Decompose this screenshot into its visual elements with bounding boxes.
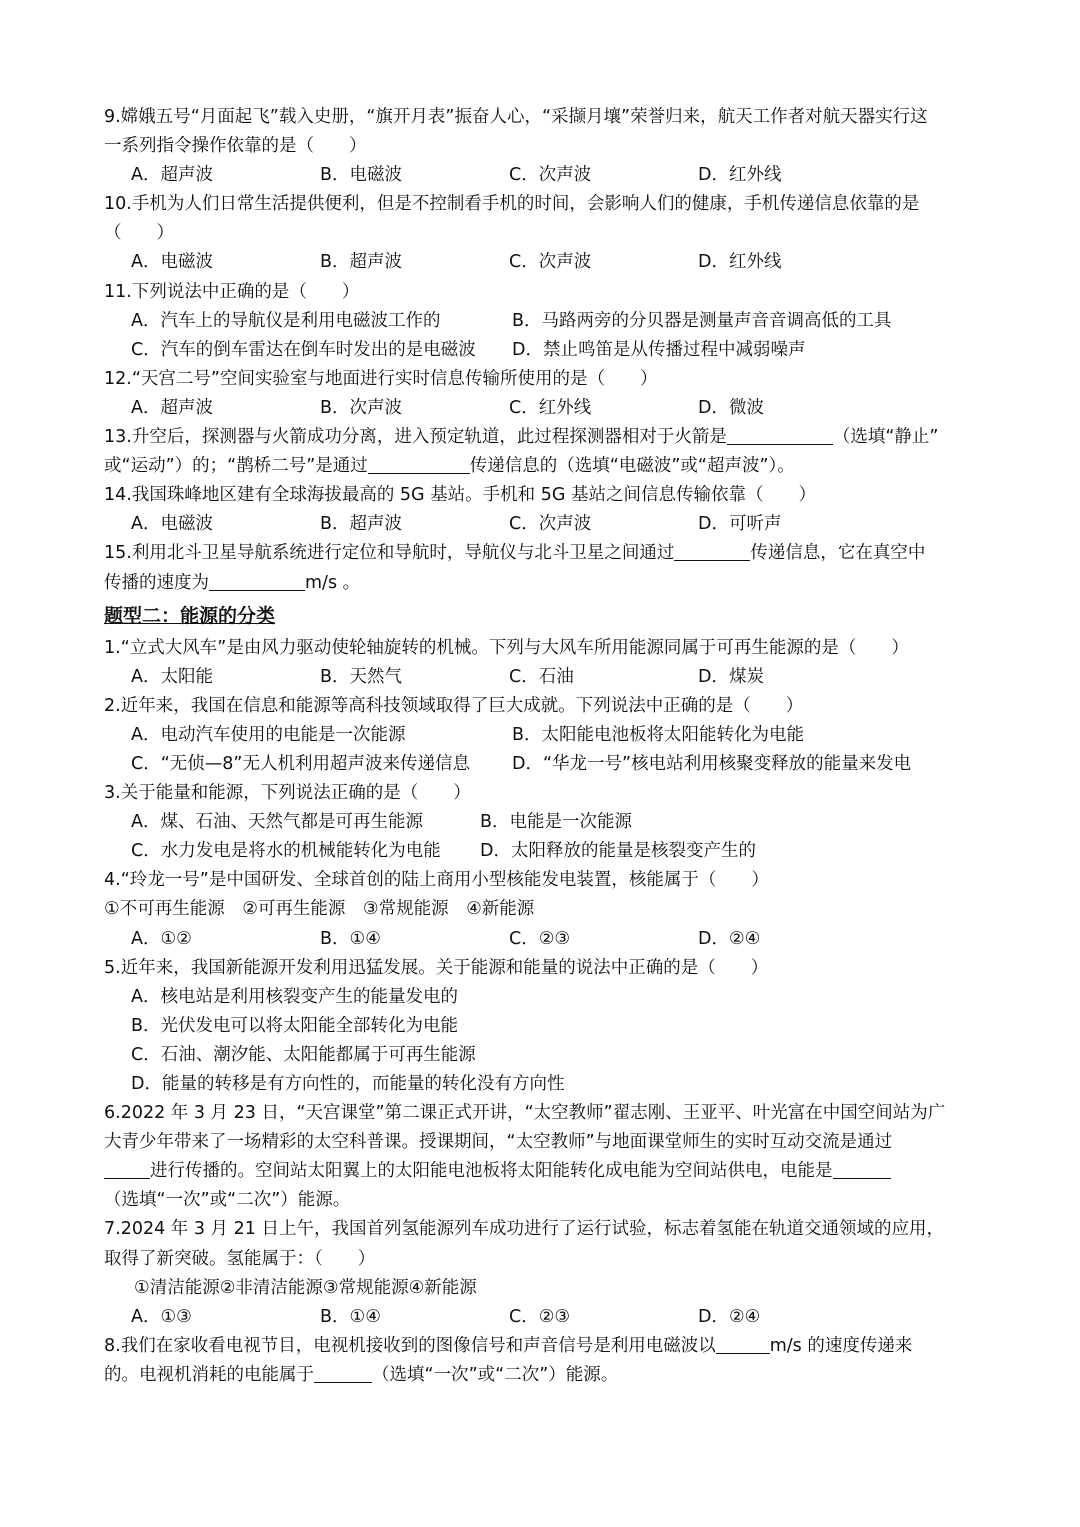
s2-q7-option-d: D．②④ <box>698 1306 761 1327</box>
q12-option-a: A．超声波 <box>131 397 213 418</box>
worksheet-content <box>104 103 984 1390</box>
s2-q4-items: ①不可再生能源 ②可再生能源 ③常规能源 ④新能源 <box>104 899 535 920</box>
s2-q1-option-a: A．太阳能 <box>131 666 213 687</box>
s2-q3-stem: 3.关于能量和能源，下列说法正确的是（ ） <box>104 783 471 804</box>
q10-option-d: D．红外线 <box>698 252 782 273</box>
s2-q7-options <box>104 1303 984 1332</box>
s2-q8-text-4: （选填“一次”或“二次”）能源。 <box>372 1364 619 1385</box>
q14-option-c: C．次声波 <box>509 514 592 535</box>
q11-option-b: B．马路两旁的分贝器是测量声音音调高低的工具 <box>512 310 892 331</box>
q15-text-4: m/s 。 <box>305 572 361 593</box>
s2-q5-option-c: C．石油、潮汐能、太阳能都属于可再生能源 <box>131 1044 476 1065</box>
s2-q6-blank-1[interactable] <box>104 1160 150 1179</box>
s2-q2-stem: 2.近年来，我国在信息和能源等高科技领域取得了巨大成就。下列说法中正确的是（ ） <box>104 695 804 716</box>
s2-q7-option-c: C．②③ <box>509 1306 571 1327</box>
q9-stem-line1: 9.嫦娥五号“月面起飞”载入史册，“旗开月表”振奋人心，“采撷月壤”荣誉归来，航天工作者对航天器实行这 <box>104 107 928 127</box>
s2-q3-option-c: C．水力发电是将水的机械能转化为电能 <box>131 841 441 862</box>
q13-stem-line2 <box>104 452 984 481</box>
s2-q4-options <box>104 925 984 954</box>
q15-blank-1[interactable] <box>674 542 750 561</box>
q14-option-b: B．超声波 <box>320 514 403 535</box>
q11-option-c: C．汽车的倒车雷达在倒车时发出的是电磁波 <box>131 339 476 360</box>
q12-option-d: D．微波 <box>698 397 764 418</box>
q9-options <box>104 161 984 190</box>
q13-blank-2[interactable] <box>368 455 470 474</box>
q15-text-1: 15.利用北斗卫星导航系统进行定位和导航时，导航仪与北斗卫星之间通过 <box>104 543 675 564</box>
s2-q6-line4: （选填“一次”或“二次”）能源。 <box>104 1190 351 1211</box>
q13-text-2: （选填“静止” <box>832 427 939 448</box>
s2-q5-option-b: B．光伏发电可以将太阳能全部转化为电能 <box>131 1015 459 1036</box>
s2-q8-blank-2[interactable] <box>314 1364 372 1383</box>
s2-q1-stem: 1.“立式大风车”是由风力驱动使轮轴旋转的机械。下列与大风车所用能源同属于可再生能源的是（ ） <box>104 637 909 658</box>
q13-blank-1[interactable] <box>727 426 833 445</box>
q14-options <box>104 510 984 539</box>
q14-stem: 14.我国珠峰地区建有全球海拔最高的 5G 基站。手机和 5G 基站之间信息传输依靠（ ） <box>104 485 816 506</box>
s2-q3-option-d: D．太阳释放的能量是核裂变产生的 <box>480 841 756 862</box>
s2-q8-text-3: 的。电视机消耗的电能属于 <box>104 1364 314 1385</box>
q13-text-1: 13.升空后，探测器与火箭成功分离，进入预定轨道，此过程探测器相对于火箭是 <box>104 427 727 448</box>
q15-stem-line2 <box>104 569 984 598</box>
q9-option-b: B．电磁波 <box>320 165 403 186</box>
s2-q8-line2 <box>104 1361 984 1390</box>
q9-option-a: A．超声波 <box>131 165 213 186</box>
s2-q2-option-b: B．太阳能电池板将太阳能转化为电能 <box>512 724 805 745</box>
q10-stem-line1: 10.手机为人们日常生活提供便利，但是不控制看手机的时间，会影响人们的健康，手机传递信息依靠的是 <box>104 194 920 215</box>
s2-q1-option-c: C．石油 <box>509 666 574 687</box>
s2-q1-option-d: D．煤炭 <box>698 666 764 687</box>
s2-q5-option-a: A．核电站是利用核裂变产生的能量发电的 <box>131 986 458 1007</box>
q15-blank-2[interactable] <box>209 572 305 591</box>
q12-stem: 12.“天宫二号”空间实验室与地面进行实时信息传输所使用的是（ ） <box>104 368 658 389</box>
s2-q2-option-c: C．“无侦—8”无人机利用超声波来传递信息 <box>131 753 470 774</box>
s2-q8-text-1: 8.我们在家收看电视节目，电视机接收到的图像信号和声音信号是利用电磁波以 <box>104 1335 716 1356</box>
s2-q8-line1 <box>104 1332 984 1361</box>
q9-option-d: D．红外线 <box>698 165 782 186</box>
s2-q3-options-row2 <box>104 837 984 866</box>
s2-q7-items: ①清洁能源②非清洁能源③常规能源④新能源 <box>134 1277 477 1298</box>
s2-q7-line1: 7.2024 年 3 月 21 日上午，我国首列氢能源列车成功进行了运行试验，标志着氢能在轨道交通领域的应用， <box>104 1219 944 1240</box>
s2-q2-options-row2 <box>104 750 984 779</box>
s2-q2-option-a: A．电动汽车使用的电能是一次能源 <box>131 724 406 745</box>
s2-q4-stem: 4.“玲龙一号”是中国研发、全球首创的陆上商用小型核能发电装置，核能属于（ ） <box>104 870 769 891</box>
q12-option-c: C．红外线 <box>509 397 592 418</box>
s2-q4-option-c: C．②③ <box>509 928 571 949</box>
q12-options <box>104 394 984 423</box>
q10-option-a: A．电磁波 <box>131 252 213 273</box>
section-heading: 题型二：能源的分类 <box>104 604 276 627</box>
q10-option-c: C．次声波 <box>509 252 592 273</box>
q10-options <box>104 248 984 277</box>
s2-q6-blank-2[interactable] <box>833 1160 891 1179</box>
s2-q3-options-row1 <box>104 808 984 837</box>
s2-q5-stem: 5.近年来，我国新能源开发利用迅猛发展。关于能源和能量的说法中正确的是（ ） <box>104 957 769 978</box>
s2-q4-option-b: B．①④ <box>320 928 381 949</box>
s2-q6-line1: 6.2022 年 3 月 23 日，“天宫课堂”第二课正式开讲，“太空教师”翟志刚、王亚平、叶光富在中国空间站为广 <box>104 1103 946 1124</box>
s2-q3-option-a: A．煤、石油、天然气都是可再生能源 <box>131 812 423 833</box>
q15-text-2: 传递信息，它在真空中 <box>750 543 926 564</box>
q11-option-d: D．禁止鸣笛是从传播过程中减弱噪声 <box>512 339 806 360</box>
s2-q3-option-b: B．电能是一次能源 <box>480 812 633 833</box>
s2-q7-option-b: B．①④ <box>320 1306 381 1327</box>
q11-options-row2 <box>104 336 984 365</box>
q13-text-4: 传递信息的（选填“电磁波”或“超声波”）。 <box>469 456 795 477</box>
q10-stem-line2: （ ） <box>104 223 174 244</box>
s2-q6-line3 <box>104 1157 984 1186</box>
q14-option-d: D．可听声 <box>698 514 782 535</box>
s2-q4-option-d: D．②④ <box>698 928 761 949</box>
s2-q1-options <box>104 663 984 692</box>
q11-options-row1 <box>104 307 984 336</box>
q15-stem-line1 <box>104 539 984 568</box>
q11-stem: 11.下列说法中正确的是（ ） <box>104 281 360 302</box>
q13-stem-line1 <box>104 423 984 452</box>
s2-q2-options-row1 <box>104 721 984 750</box>
s2-q8-blank-1[interactable] <box>716 1335 770 1354</box>
q13-text-3: 或“运动”）的；“鹊桥二号”是通过 <box>104 456 368 477</box>
s2-q5-option-d: D．能量的转移是有方向性的，而能量的转化没有方向性 <box>131 1074 565 1094</box>
s2-q6-line2: 大青少年带来了一场精彩的太空科普课。授课期间，“太空教师”与地面课堂师生的实时互动交流是通过 <box>104 1132 893 1153</box>
s2-q7-line2: 取得了新突破。氢能属于：（ ） <box>104 1248 376 1269</box>
s2-q1-option-b: B．天然气 <box>320 666 403 687</box>
q12-option-b: B．次声波 <box>320 397 403 418</box>
s2-q7-option-a: A．①③ <box>131 1306 192 1327</box>
q11-option-a: A．汽车上的导航仪是利用电磁波工作的 <box>131 310 441 331</box>
q14-option-a: A．电磁波 <box>131 514 213 535</box>
s2-q8-text-2: m/s 的速度传递来 <box>769 1335 913 1356</box>
q15-text-3: 传播的速度为 <box>104 572 209 593</box>
q9-option-c: C．次声波 <box>509 165 592 186</box>
s2-q4-option-a: A．①② <box>131 928 192 949</box>
q10-option-b: B．超声波 <box>320 252 403 273</box>
s2-q2-option-d: D．“华龙一号”核电站利用核聚变释放的能量来发电 <box>512 753 912 774</box>
q9-stem-line2: 一系列指令操作依靠的是（ ） <box>104 136 367 157</box>
s2-q6-text-3: 进行传播的。空间站太阳翼上的太阳能电池板将太阳能转化成电能为空间站供电，电能是 <box>150 1161 833 1182</box>
